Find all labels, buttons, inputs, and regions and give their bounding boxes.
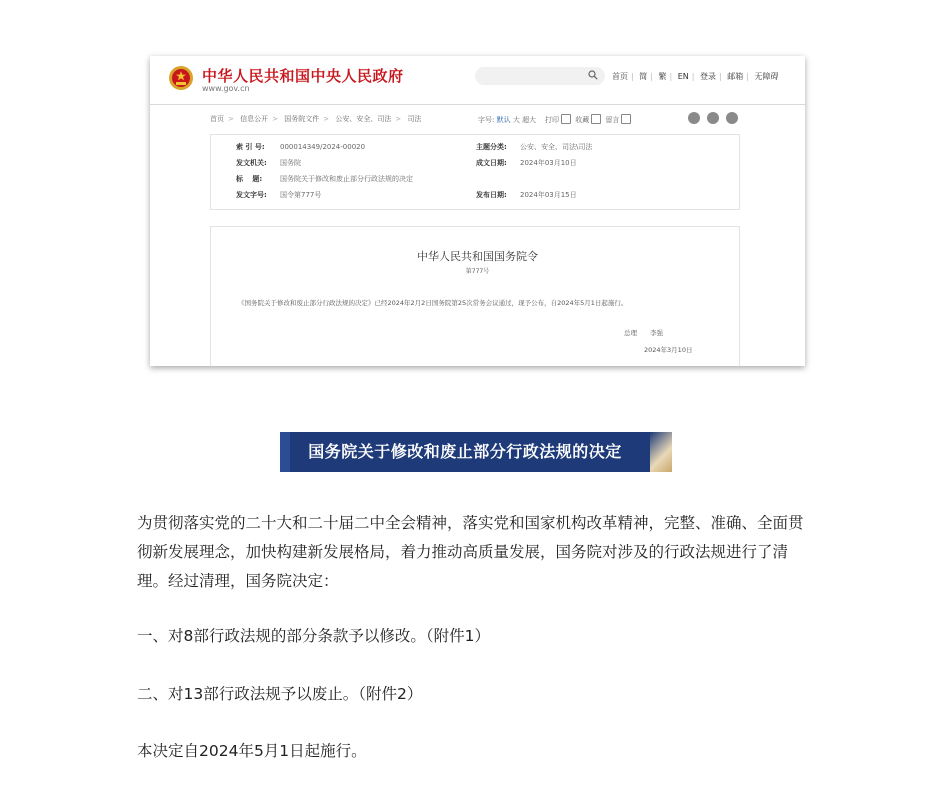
site-name[interactable]: 中华人民共和国中央人民政府 — [202, 67, 404, 85]
gov-page-screenshot — [150, 56, 805, 366]
banner-accent-right — [650, 432, 672, 472]
article-intro: 为贯彻落实党的二十大和二十届二中全会精神，落实党和国家机构改革精神，完整、准确、全面贯彻新发展理念，加快构建新发展格局，着力推动高质量发展，国务院对涉及的行政法规进行了清理。经过清理，国务院决定： — [137, 514, 804, 590]
wechat-icon[interactable] — [707, 112, 719, 124]
print-icon[interactable] — [561, 114, 571, 124]
link-traditional[interactable]: 繁 — [658, 72, 667, 81]
breadcrumb: 首页 > 信息公开 > 国务院文件 > 公安、安全、司法 > 司法 — [210, 115, 422, 123]
decree-signature: 总理 李强 — [624, 329, 663, 337]
favorite-label[interactable]: 收藏 — [575, 116, 590, 124]
font-size-label: 字号: — [478, 116, 495, 124]
link-home[interactable]: 首页 — [612, 72, 628, 81]
gov-header — [150, 56, 805, 105]
banner-title: 国务院关于修改和废止部分行政法规的决定 — [308, 442, 622, 461]
comment-icon[interactable] — [621, 114, 631, 124]
font-size-large[interactable]: 大 — [512, 116, 520, 124]
breadcrumb-item[interactable]: 公安、安全、司法 — [335, 115, 392, 123]
site-url[interactable]: www.gov.cn — [202, 84, 250, 93]
decree-title: 中华人民共和国国务院令 — [417, 250, 538, 263]
breadcrumb-item[interactable]: 首页 — [210, 115, 224, 123]
leave-label[interactable]: 留言 — [605, 116, 620, 124]
font-size-xlarge[interactable]: 超大 — [522, 116, 537, 124]
favorite-icon[interactable] — [591, 114, 601, 124]
top-links: 首页 | 简 | 繁 | EN | 登录 | 邮箱 | 无障碍 — [612, 72, 779, 81]
weibo-icon[interactable] — [688, 112, 700, 124]
meta-title: 标 题: 国务院关于修改和废止部分行政法规的决定 — [236, 175, 413, 183]
link-mail[interactable]: 邮箱 — [727, 72, 744, 81]
link-simplified[interactable]: 简 — [639, 72, 648, 81]
meta-date: 成文日期: 2024年03月10日 — [476, 159, 577, 167]
link-accessibility[interactable]: 无障碍 — [754, 72, 779, 81]
decree-date: 2024年3月10日 — [644, 346, 693, 354]
article-item-1: 一、对8部行政法规的部分条款予以修改。（附件1） — [137, 627, 490, 645]
breadcrumb-item[interactable]: 司法 — [407, 115, 422, 123]
breadcrumb-item[interactable]: 国务院文件 — [284, 115, 320, 123]
font-size-default[interactable]: 默认 — [496, 116, 511, 124]
search-input[interactable] — [475, 67, 605, 85]
breadcrumb-item[interactable]: 信息公开 — [240, 115, 269, 123]
decree-body: 《国务院关于修改和废止部分行政法规的决定》已经2024年2月2日国务院第25次常务会议通过，现予公布，自2024年5月1日起施行。 — [238, 299, 628, 307]
decree-number: 第777号 — [465, 268, 490, 275]
link-english[interactable]: EN — [677, 72, 689, 81]
meta-topic: 主题分类: 公安、安全、司法\司法 — [476, 143, 593, 151]
search-icon[interactable] — [588, 70, 598, 80]
article-effective: 本决定自2024年5月1日起施行。 — [137, 742, 367, 760]
meta-publish: 发布日期: 2024年03月15日 — [476, 191, 577, 199]
meta-index: 索 引 号: 000014349/2024-00020 — [236, 143, 366, 151]
meta-docno: 发文字号: 国令第777号 — [236, 191, 322, 199]
national-emblem-icon — [168, 65, 194, 91]
qzone-icon[interactable] — [726, 112, 738, 124]
link-login[interactable]: 登录 — [700, 72, 717, 81]
page-tools — [478, 114, 633, 125]
meta-issuer: 发文机关: 国务院 — [236, 159, 301, 167]
print-label[interactable]: 打印 — [544, 116, 559, 124]
article-item-2: 二、对13部行政法规予以废止。（附件2） — [137, 685, 423, 703]
